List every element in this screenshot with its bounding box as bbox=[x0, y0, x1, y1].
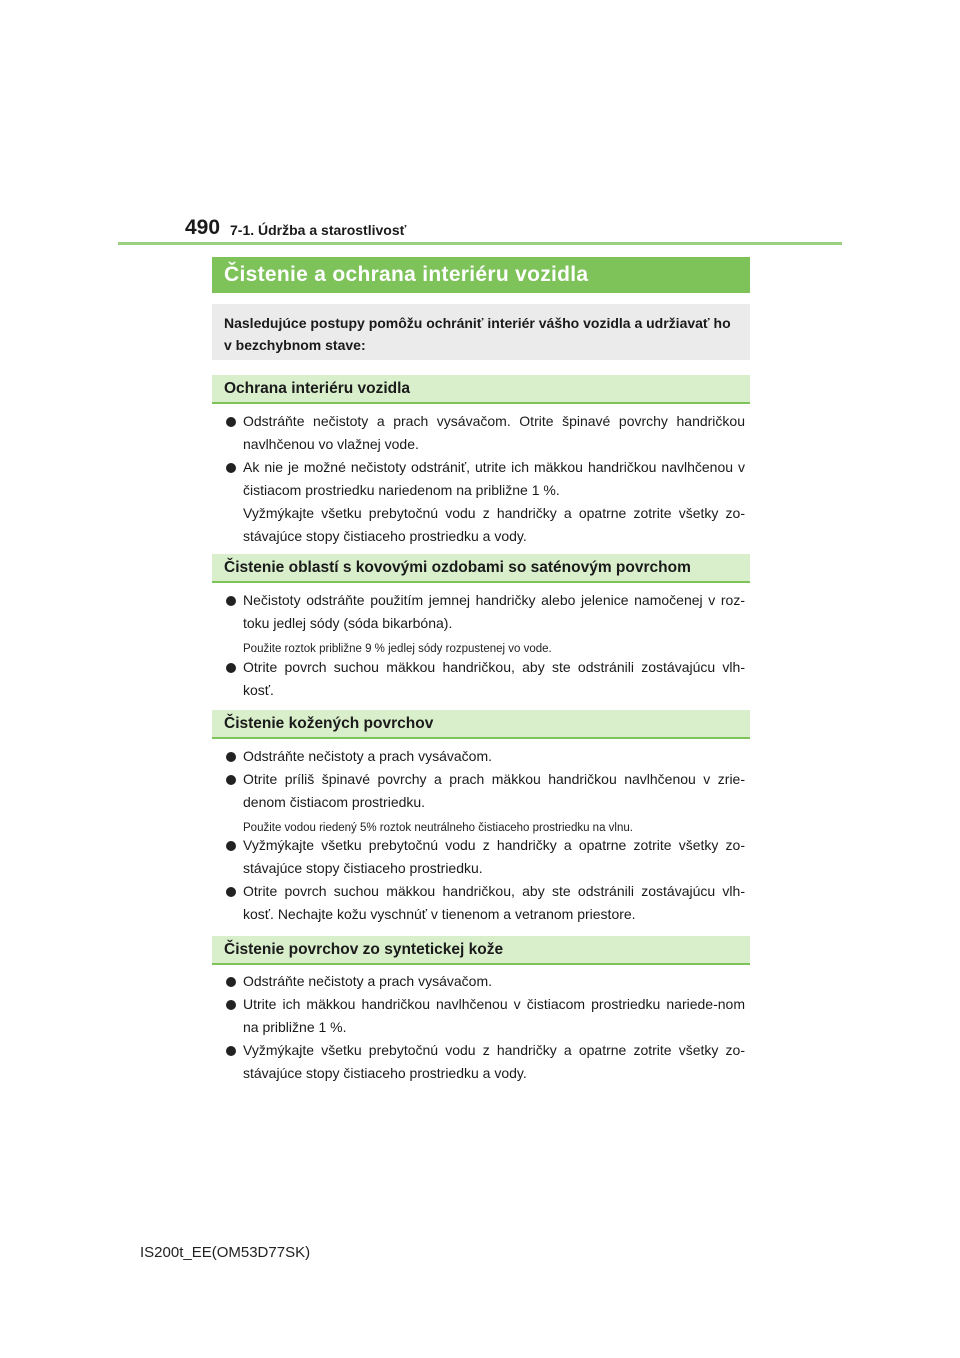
bullet-item bbox=[226, 589, 745, 635]
bullet-text: Odstráňte nečistoty a prach vysávačom. bbox=[243, 748, 492, 764]
section-label: 7-1. Údržba a starostlivosť bbox=[230, 222, 407, 238]
bullet-text: Vyžmýkajte všetku prebytočnú vodu z handričky a opatrne zotrite všetky zo-stávajúce stopy čistiaceho prostriedku. bbox=[243, 837, 745, 876]
header-rule bbox=[118, 242, 842, 245]
subheading-interior-protection: Ochrana interiéru vozidla bbox=[212, 375, 750, 404]
footer-code: IS200t_EE(OM53D77SK) bbox=[140, 1244, 311, 1261]
bullet-text: Otrite povrch suchou mäkkou handričkou, aby ste odstránili zostávajúcu vlh-kosť. Nechajte kožu vyschnúť v tienenom a vetranom priestore. bbox=[243, 883, 745, 922]
bullet-text: Odstráňte nečistoty a prach vysávačom. Otrite špinavé povrchy handričkou navlhčenou vo vlažnej vode. bbox=[243, 413, 745, 452]
bullet-text: Odstráňte nečistoty a prach vysávačom. bbox=[243, 973, 492, 989]
bullet-text: Utrite ich mäkkou handričkou navlhčenou v čistiacom prostriedku nariede-nom na približne 1 %. bbox=[243, 996, 745, 1035]
bullet-continuation-text: Vyžmýkajte všetku prebytočnú vodu z handričky a opatrne zotrite všetky zo-stávajúce stopy čistiaceho prostriedku a vody. bbox=[243, 505, 745, 544]
bullet-text: Vyžmýkajte všetku prebytočnú vodu z handričky a opatrne zotrite všetky zo-stávajúce stopy čistiaceho prostriedku a vody. bbox=[243, 1042, 745, 1081]
bullet-icon bbox=[226, 752, 236, 762]
bullet-icon bbox=[226, 977, 236, 987]
bullet-icon bbox=[226, 841, 236, 851]
bullet-icon bbox=[226, 463, 236, 473]
bullet-text: Ak nie je možné nečistoty odstrániť, utrite ich mäkkou handričkou navlhčenou v čistiacom prostriedku nariedenom na približne 1 %. bbox=[243, 459, 745, 498]
main-title: Čistenie a ochrana interiéru vozidla bbox=[212, 257, 750, 293]
intro-box: Nasledujúce postupy pomôžu ochrániť interiér vášho vozidla a udržiavať ho v bezchybnom stave: bbox=[212, 304, 750, 360]
bullet-item bbox=[226, 656, 745, 702]
bullet-icon bbox=[226, 663, 236, 673]
bullet-item bbox=[226, 880, 745, 926]
bullet-item bbox=[226, 1039, 745, 1085]
bullet-icon bbox=[226, 596, 236, 606]
bullet-item bbox=[226, 834, 745, 880]
bullet-text: Otrite povrch suchou mäkkou handričkou, aby ste odstránili zostávajúcu vlh-kosť. bbox=[243, 659, 745, 698]
bullet-item bbox=[226, 970, 745, 993]
bullet-item bbox=[226, 410, 745, 456]
bullet-note: Použite vodou riedený 5% roztok neutrálneho čistiaceho prostriedku na vlnu. bbox=[243, 822, 633, 834]
bullet-icon bbox=[226, 1046, 236, 1056]
bullet-note: Použite roztok približne 9 % jedlej sódy rozpustenej vo vode. bbox=[243, 643, 552, 655]
bullet-item bbox=[226, 456, 745, 548]
page-number: 490 bbox=[185, 216, 221, 239]
bullet-text: Nečistoty odstráňte použitím jemnej handričky alebo jelenice namočenej v roz-toku jedlej sódy (sóda bikarbóna). bbox=[243, 592, 745, 631]
bullet-item bbox=[226, 745, 745, 768]
bullet-item bbox=[226, 768, 745, 814]
bullet-text: Otrite príliš špinavé povrchy a prach mäkkou handričkou navlhčenou v zrie-denom čistiacom prostriedku. bbox=[243, 771, 745, 810]
bullet-icon bbox=[226, 1000, 236, 1010]
bullet-icon bbox=[226, 775, 236, 785]
bullet-item bbox=[226, 993, 745, 1039]
subheading-satin-metal: Čistenie oblastí s kovovými ozdobami so saténovým povrchom bbox=[212, 554, 750, 583]
bullet-icon bbox=[226, 417, 236, 427]
bullet-icon bbox=[226, 887, 236, 897]
subheading-synthetic-leather: Čistenie povrchov zo syntetickej kože bbox=[212, 936, 750, 965]
subheading-leather: Čistenie kožených povrchov bbox=[212, 710, 750, 739]
